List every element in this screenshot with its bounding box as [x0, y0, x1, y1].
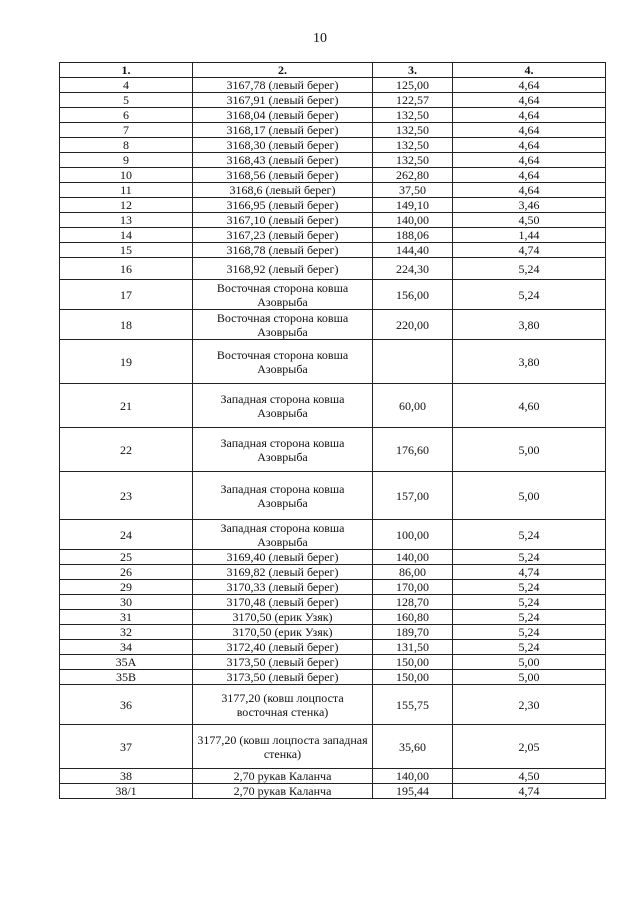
- row-number-cell: 25: [60, 550, 193, 565]
- table-row: [60, 78, 606, 93]
- column-header-2: 2.: [193, 63, 373, 78]
- location-cell: 2,70 рукав Каланча: [193, 769, 373, 784]
- depth-cell: 5,24: [453, 258, 606, 280]
- location-cell: 3173,50 (левый берег): [193, 670, 373, 685]
- depth-cell: 4,74: [453, 243, 606, 258]
- row-number-cell: 17: [60, 280, 193, 310]
- table-row: [60, 784, 606, 799]
- location-cell: 3167,23 (левый берег): [193, 228, 373, 243]
- location-cell: Западная сторона ковша Азоврыба: [193, 472, 373, 520]
- table-row: [60, 610, 606, 625]
- row-number-cell: 13: [60, 213, 193, 228]
- data-table: [59, 62, 606, 799]
- table-row: [60, 384, 606, 428]
- table-row: [60, 153, 606, 168]
- location-cell: Восточная сторона ковша Азоврыба: [193, 310, 373, 340]
- location-cell: 3168,17 (левый берег): [193, 123, 373, 138]
- value-cell: 122,57: [373, 93, 453, 108]
- table-row: [60, 168, 606, 183]
- table-row: [60, 280, 606, 310]
- table-body: [60, 78, 606, 799]
- table-row: [60, 640, 606, 655]
- value-cell: [373, 340, 453, 384]
- location-cell: 3169,82 (левый берег): [193, 565, 373, 580]
- value-cell: 37,50: [373, 183, 453, 198]
- row-number-cell: 31: [60, 610, 193, 625]
- table-row: [60, 198, 606, 213]
- value-cell: 220,00: [373, 310, 453, 340]
- value-cell: 86,00: [373, 565, 453, 580]
- value-cell: 224,30: [373, 258, 453, 280]
- depth-cell: 5,24: [453, 640, 606, 655]
- table-row: [60, 123, 606, 138]
- value-cell: 144,40: [373, 243, 453, 258]
- depth-cell: 4,64: [453, 123, 606, 138]
- row-number-cell: 7: [60, 123, 193, 138]
- table-row: [60, 670, 606, 685]
- table-row: [60, 258, 606, 280]
- table-row: [60, 769, 606, 784]
- location-cell: 3167,78 (левый берег): [193, 78, 373, 93]
- table-row: [60, 228, 606, 243]
- value-cell: 132,50: [373, 138, 453, 153]
- depth-cell: 5,00: [453, 428, 606, 472]
- location-cell: Восточная сторона ковша Азоврыба: [193, 280, 373, 310]
- value-cell: 156,00: [373, 280, 453, 310]
- depth-cell: 4,74: [453, 565, 606, 580]
- depth-cell: 3,80: [453, 310, 606, 340]
- row-number-cell: 29: [60, 580, 193, 595]
- value-cell: 170,00: [373, 580, 453, 595]
- row-number-cell: 35В: [60, 670, 193, 685]
- location-cell: 3170,50 (ерик Узяк): [193, 625, 373, 640]
- table-row: [60, 108, 606, 123]
- location-cell: Восточная сторона ковша Азоврыба: [193, 340, 373, 384]
- depth-cell: 4,64: [453, 108, 606, 123]
- table-row: [60, 580, 606, 595]
- value-cell: 60,00: [373, 384, 453, 428]
- row-number-cell: 38: [60, 769, 193, 784]
- table-row: [60, 550, 606, 565]
- row-number-cell: 11: [60, 183, 193, 198]
- row-number-cell: 12: [60, 198, 193, 213]
- value-cell: 150,00: [373, 655, 453, 670]
- row-number-cell: 9: [60, 153, 193, 168]
- table-row: [60, 213, 606, 228]
- value-cell: 125,00: [373, 78, 453, 93]
- location-cell: 3168,6 (левый берег): [193, 183, 373, 198]
- depth-cell: 5,24: [453, 610, 606, 625]
- table-row: [60, 595, 606, 610]
- row-number-cell: 4: [60, 78, 193, 93]
- depth-cell: 1,44: [453, 228, 606, 243]
- depth-cell: 5,24: [453, 625, 606, 640]
- row-number-cell: 32: [60, 625, 193, 640]
- value-cell: 195,44: [373, 784, 453, 799]
- location-cell: 3166,95 (левый берег): [193, 198, 373, 213]
- location-cell: 3169,40 (левый берег): [193, 550, 373, 565]
- location-cell: 3167,91 (левый берег): [193, 93, 373, 108]
- location-cell: 3170,33 (левый берег): [193, 580, 373, 595]
- depth-cell: 4,64: [453, 78, 606, 93]
- depth-cell: 4,64: [453, 93, 606, 108]
- location-cell: 3172,40 (левый берег): [193, 640, 373, 655]
- value-cell: 176,60: [373, 428, 453, 472]
- row-number-cell: 15: [60, 243, 193, 258]
- table-row: [60, 565, 606, 580]
- table-row: [60, 685, 606, 725]
- depth-cell: 5,00: [453, 472, 606, 520]
- value-cell: 262,80: [373, 168, 453, 183]
- row-number-cell: 22: [60, 428, 193, 472]
- location-cell: 3167,10 (левый берег): [193, 213, 373, 228]
- value-cell: 140,00: [373, 213, 453, 228]
- page-number: 10: [313, 31, 327, 46]
- table-row: [60, 725, 606, 769]
- location-cell: Западная сторона ковша Азоврыба: [193, 520, 373, 550]
- row-number-cell: 26: [60, 565, 193, 580]
- depth-cell: 5,00: [453, 655, 606, 670]
- value-cell: 132,50: [373, 108, 453, 123]
- depth-cell: 5,24: [453, 280, 606, 310]
- value-cell: 140,00: [373, 769, 453, 784]
- table-row: [60, 428, 606, 472]
- row-number-cell: 10: [60, 168, 193, 183]
- location-cell: 3173,50 (левый берег): [193, 655, 373, 670]
- value-cell: 131,50: [373, 640, 453, 655]
- depth-cell: 4,74: [453, 784, 606, 799]
- table-row: [60, 340, 606, 384]
- table-row: [60, 93, 606, 108]
- table-row: [60, 183, 606, 198]
- value-cell: 140,00: [373, 550, 453, 565]
- table-row: [60, 520, 606, 550]
- location-cell: 3170,48 (левый берег): [193, 595, 373, 610]
- depth-cell: 5,24: [453, 550, 606, 565]
- location-cell: 3177,20 (ковш лоцпоста восточная стенка): [193, 685, 373, 725]
- table-row: [60, 472, 606, 520]
- location-cell: Западная сторона ковша Азоврыба: [193, 384, 373, 428]
- value-cell: 155,75: [373, 685, 453, 725]
- table-row: [60, 138, 606, 153]
- row-number-cell: 19: [60, 340, 193, 384]
- row-number-cell: 14: [60, 228, 193, 243]
- value-cell: 149,10: [373, 198, 453, 213]
- row-number-cell: 30: [60, 595, 193, 610]
- value-cell: 188,06: [373, 228, 453, 243]
- depth-cell: 3,80: [453, 340, 606, 384]
- row-number-cell: 23: [60, 472, 193, 520]
- row-number-cell: 24: [60, 520, 193, 550]
- row-number-cell: 16: [60, 258, 193, 280]
- row-number-cell: 37: [60, 725, 193, 769]
- depth-cell: 5,24: [453, 595, 606, 610]
- value-cell: 189,70: [373, 625, 453, 640]
- location-cell: 2,70 рукав Каланча: [193, 784, 373, 799]
- row-number-cell: 5: [60, 93, 193, 108]
- location-cell: 3168,92 (левый берег): [193, 258, 373, 280]
- depth-cell: 4,60: [453, 384, 606, 428]
- value-cell: 35,60: [373, 725, 453, 769]
- value-cell: 132,50: [373, 153, 453, 168]
- row-number-cell: 36: [60, 685, 193, 725]
- location-cell: 3168,04 (левый берег): [193, 108, 373, 123]
- depth-cell: 4,64: [453, 138, 606, 153]
- location-cell: 3168,43 (левый берег): [193, 153, 373, 168]
- depth-cell: 4,64: [453, 183, 606, 198]
- row-number-cell: 21: [60, 384, 193, 428]
- column-header-3: 3.: [373, 63, 453, 78]
- depth-cell: 4,50: [453, 213, 606, 228]
- row-number-cell: 34: [60, 640, 193, 655]
- row-number-cell: 38/1: [60, 784, 193, 799]
- value-cell: 128,70: [373, 595, 453, 610]
- row-number-cell: 8: [60, 138, 193, 153]
- depth-cell: 2,05: [453, 725, 606, 769]
- value-cell: 150,00: [373, 670, 453, 685]
- depth-cell: 5,24: [453, 580, 606, 595]
- table-row: [60, 625, 606, 640]
- row-number-cell: 6: [60, 108, 193, 123]
- table-row: [60, 243, 606, 258]
- value-cell: 132,50: [373, 123, 453, 138]
- location-cell: 3170,50 (ерик Узяк): [193, 610, 373, 625]
- location-cell: Западная сторона ковша Азоврыба: [193, 428, 373, 472]
- depth-cell: 4,64: [453, 153, 606, 168]
- depth-cell: 3,46: [453, 198, 606, 213]
- location-cell: 3168,78 (левый берег): [193, 243, 373, 258]
- location-cell: 3168,30 (левый берег): [193, 138, 373, 153]
- column-header-1: 1.: [60, 63, 193, 78]
- table-row: [60, 655, 606, 670]
- table-row: [60, 310, 606, 340]
- depth-cell: 5,00: [453, 670, 606, 685]
- depth-cell: 2,30: [453, 685, 606, 725]
- depth-cell: 5,24: [453, 520, 606, 550]
- depth-cell: 4,50: [453, 769, 606, 784]
- value-cell: 100,00: [373, 520, 453, 550]
- row-number-cell: 35А: [60, 655, 193, 670]
- value-cell: 157,00: [373, 472, 453, 520]
- location-cell: 3177,20 (ковш лоцпоста западная стенка): [193, 725, 373, 769]
- table-header-row: [60, 63, 606, 78]
- location-cell: 3168,56 (левый берег): [193, 168, 373, 183]
- row-number-cell: 18: [60, 310, 193, 340]
- column-header-4: 4.: [453, 63, 606, 78]
- value-cell: 160,80: [373, 610, 453, 625]
- depth-cell: 4,64: [453, 168, 606, 183]
